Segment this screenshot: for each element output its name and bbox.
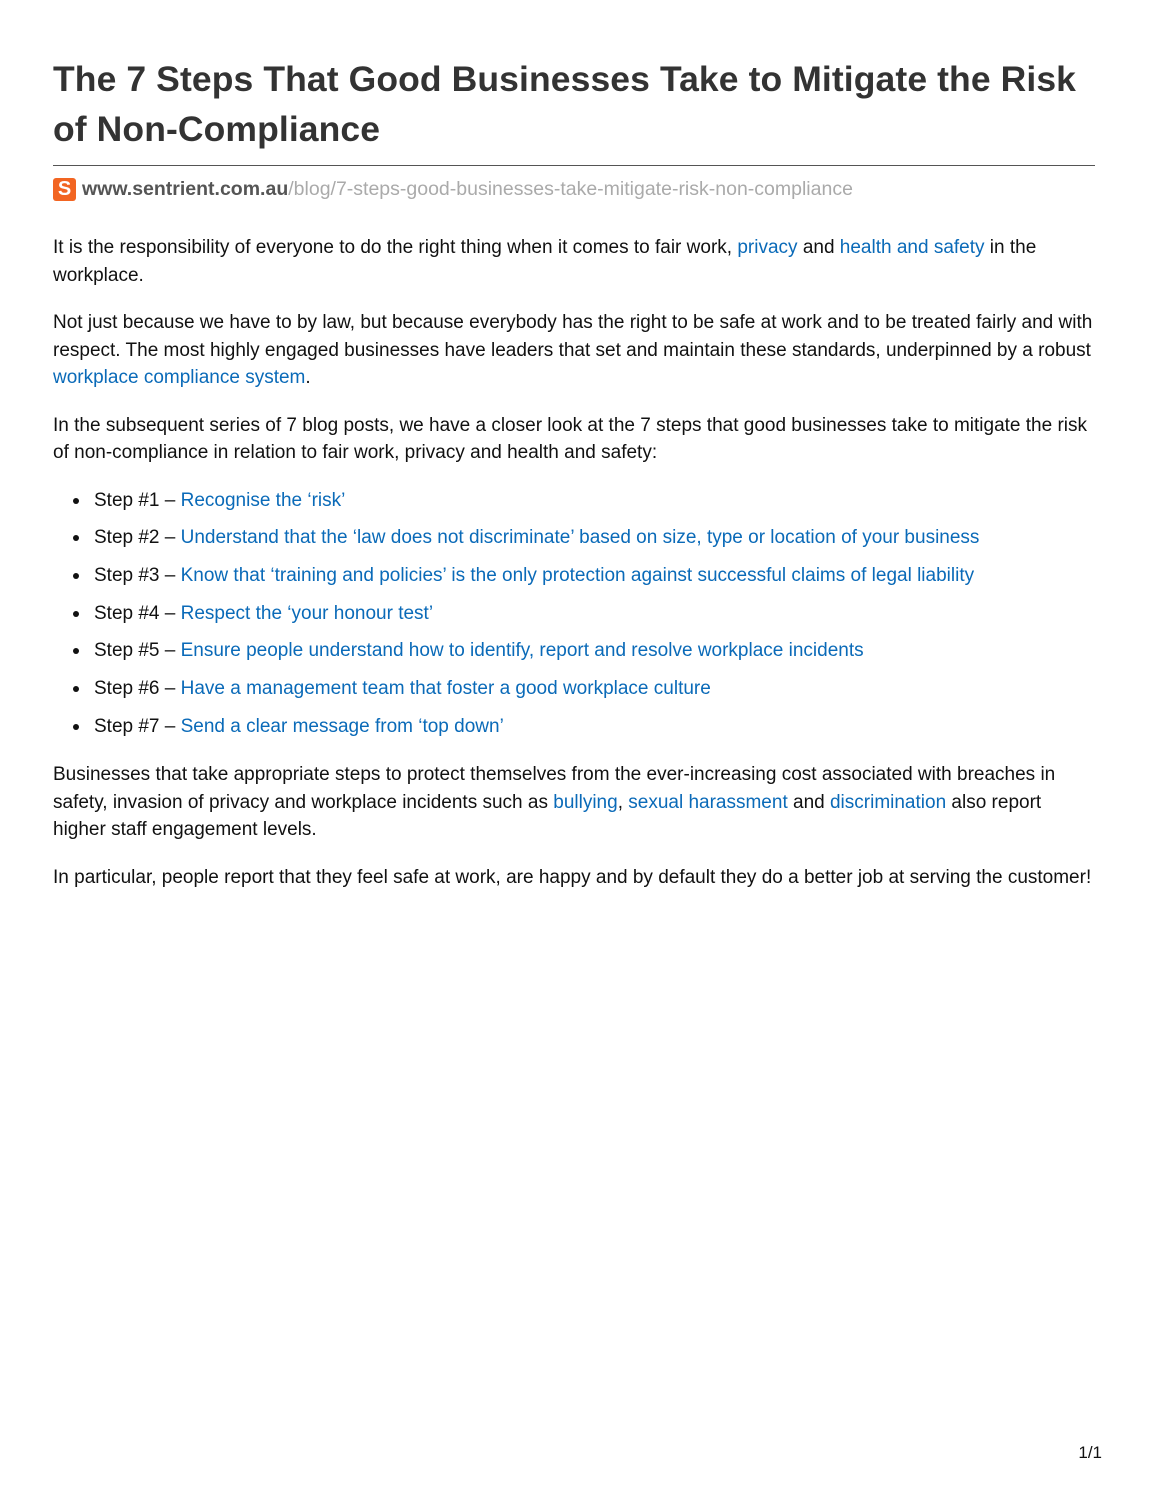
list-item xyxy=(53,637,1095,665)
list-item xyxy=(53,675,1095,703)
title-divider xyxy=(53,165,1095,166)
page-number: 1/1 xyxy=(1078,1443,1102,1462)
step-prefix: Step #7 – xyxy=(94,715,176,737)
paragraph-law xyxy=(53,309,1095,392)
step-6-link[interactable]: Have a management team that foster a good workplace culture xyxy=(180,677,711,699)
bullet-icon xyxy=(73,611,79,617)
step-prefix: Step #3 – xyxy=(94,564,176,586)
paragraph-conclusion: In particular, people report that they feel safe at work, are happy and by default they do a better job at serving the customer! xyxy=(53,866,1092,888)
source-path: /blog/7-steps-good-businesses-take-mitigate-risk-non-compliance xyxy=(288,177,853,200)
step-prefix: Step #2 – xyxy=(94,527,176,549)
bullet-icon xyxy=(73,724,79,730)
sentrient-logo-icon: S xyxy=(53,178,76,201)
steps-list xyxy=(53,487,1095,741)
health-and-safety-link[interactable]: health and safety xyxy=(839,237,985,258)
discrimination-link[interactable]: discrimination xyxy=(829,791,947,813)
bullet-icon xyxy=(73,535,79,541)
paragraph-text: . xyxy=(305,367,311,388)
privacy-link[interactable]: privacy xyxy=(737,237,798,258)
paragraph-intro xyxy=(53,234,1095,289)
list-item xyxy=(53,487,1095,515)
paragraph-text: also report higher staff engagement levels. xyxy=(53,791,1042,841)
bullying-link[interactable]: bullying xyxy=(553,791,618,813)
paragraph-text: and xyxy=(802,237,835,258)
list-item xyxy=(53,562,1095,590)
source-domain: www.sentrient.com.au xyxy=(82,177,289,200)
paragraph-text: Not just because we have to by law, but because everybody has the right to be safe at work and to be treated fairly and with respect. The most highly engaged businesses have leaders that set and maintain these standards, underpinned by a robust xyxy=(53,312,1093,361)
paragraph-text: and xyxy=(793,791,825,813)
bullet-icon xyxy=(73,648,79,654)
step-1-link[interactable]: Recognise the ‘risk’ xyxy=(180,489,346,511)
step-5-link[interactable]: Ensure people understand how to identify, report and resolve workplace incidents xyxy=(180,640,864,662)
list-item xyxy=(53,524,1095,552)
step-prefix: Step #4 – xyxy=(94,602,176,624)
step-7-link[interactable]: Send a clear message from ‘top down’ xyxy=(180,715,504,737)
paragraph-text: , xyxy=(617,791,623,813)
step-prefix: Step #1 – xyxy=(94,489,176,511)
bullet-icon xyxy=(73,498,79,504)
bullet-icon xyxy=(73,573,79,579)
step-prefix: Step #6 – xyxy=(94,677,176,699)
paragraph-text: It is the responsibility of everyone to do the right thing when it comes to fair work, xyxy=(53,237,733,258)
document-page xyxy=(53,54,1095,891)
sexual-harassment-link[interactable]: sexual harassment xyxy=(628,791,788,813)
paragraph-engagement xyxy=(53,761,1095,844)
workplace-compliance-link[interactable]: workplace compliance system xyxy=(53,367,306,388)
source-url xyxy=(53,176,1095,202)
list-item xyxy=(53,713,1095,741)
bullet-icon xyxy=(73,686,79,692)
paragraph-series: In the subsequent series of 7 blog posts, we have a closer look at the 7 steps that good businesses take to mitigate the risk of non-compliance in relation to fair work, privacy and health and safety: xyxy=(53,414,1087,463)
step-3-link[interactable]: Know that ‘training and policies’ is the only protection against successful claims of legal liability xyxy=(180,564,975,586)
step-4-link[interactable]: Respect the ‘your honour test’ xyxy=(180,602,434,624)
step-2-link[interactable]: Understand that the ‘law does not discriminate’ based on size, type or location of your business xyxy=(180,527,980,549)
paragraph-text: in the workplace. xyxy=(53,237,1037,286)
paragraph-text: Businesses that take appropriate steps to protect themselves from the ever-increasing cost associated with breaches in safety, invasion of privacy and workplace incidents such as xyxy=(53,764,1056,813)
list-item xyxy=(53,600,1095,628)
step-prefix: Step #5 – xyxy=(94,640,176,662)
page-title: The 7 Steps That Good Businesses Take to Mitigate the Risk of Non-Compliance xyxy=(53,59,1077,149)
